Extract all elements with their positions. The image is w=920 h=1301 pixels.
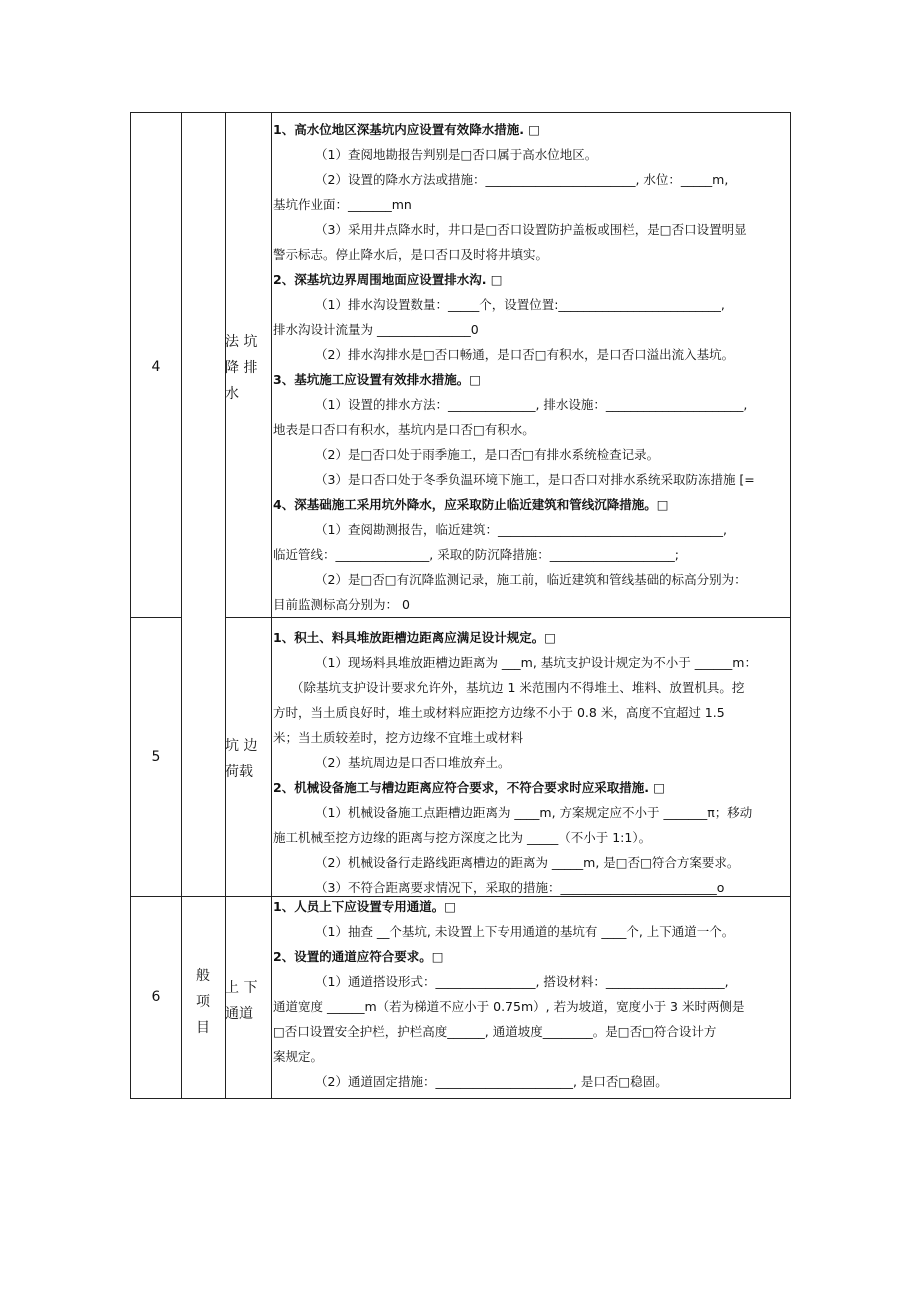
item-line: （1）设置的排水方法：______________, 排水设施：______________________,: [315, 397, 748, 412]
category-label: 般 项 目: [196, 968, 210, 1036]
item-line: （1）通道搭设形式：________________, 搭设材料：___________________,: [315, 974, 729, 989]
item-line: （2）基坑周边是口否口堆放弃土。: [315, 755, 511, 770]
item-line: 通道宽度 ______m（若为梯道不应小于 0.75m）, 若为坡道，宽度小于 3 米时两侧是: [273, 999, 745, 1014]
row-divider: [131, 617, 181, 618]
inspection-table: [130, 112, 791, 1099]
item-heading: 2、机械设备施工与槽边距离应符合要求，不符合要求时应采取措施. □: [273, 780, 666, 795]
row-content: [271, 618, 791, 896]
item-heading: 4、深基础施工采用坑外降水，应采取防止临近建筑和管线沉降措施。□: [273, 497, 669, 512]
row-number: 4: [151, 359, 161, 375]
item-line: （2）通道固定措施：______________________, 是口否□稳固。: [315, 1074, 668, 1089]
item-line: （1）查阅地勘报告判别是□否口属于高水位地区。: [315, 147, 598, 162]
item-line: （3）是口否口处于冬季负温环境下施工，是口否口对排水系统采取防冻措施 [=: [315, 472, 755, 487]
item-line: □否口设置安全护栏，护栏高度______, 通道坡度________。是□否□符合设计方: [273, 1024, 717, 1039]
item-line: （1）现场料具堆放距槽边距离为 ___m, 基坑支护设计规定为不小于 ______m：: [315, 655, 757, 670]
item-line: （1）抽查 __个基坑, 未设置上下专用通道的基坑有 ____个, 上下通道一个。: [315, 924, 735, 939]
category-label: 法 坑 降 排 水: [225, 334, 258, 402]
item-line: 基坑作业面：_______mn: [273, 197, 412, 212]
item-line: （2）设置的降水方法或措施：________________________, 水位：_____m,: [315, 172, 729, 187]
item-heading: 2、设置的通道应符合要求。□: [273, 949, 444, 964]
row-number: 6: [151, 989, 161, 1005]
item-line: （除基坑支护设计要求允许外，基坑边 1 米范围内不得堆土、堆料、放置机具。挖: [291, 680, 745, 695]
item-line: 地表是口否口有积水，基坑内是口否□有积水。: [273, 422, 535, 437]
item-line: 米；当土质较差时，挖方边缘不宜堆土或材料: [273, 730, 524, 745]
item-line: 方时，当土质良好时，堆土或材料应距挖方边缘不小于 0.8 米，高度不宜超过 1.5: [273, 705, 725, 720]
item-line: （2）排水沟排水是□否口畅通，是口否□有积水，是口否口溢出流入基坑。: [315, 347, 735, 362]
item-heading: 1、高水位地区深基坑内应设置有效降水措施. □: [273, 122, 541, 137]
item-line: （2）是□否口处于雨季施工，是口否□有排水系统检查记录。: [315, 447, 660, 462]
item-line: （1）查阅勘测报告，临近建筑：____________________________________,: [315, 522, 727, 537]
column-divider: [181, 113, 182, 1098]
row-number: 5: [151, 749, 161, 765]
item-line: （2）是□否□有沉降监测记录，施工前，临近建筑和管线基础的标高分别为：: [315, 572, 747, 587]
item-heading: 3、基坑施工应设置有效排水措施。□: [273, 372, 482, 387]
item-line: 施工机械至挖方边缘的距离与挖方深度之比为 _____（不小于 1:1）。: [273, 830, 652, 845]
item-heading: 2、深基坑边界周围地面应设置排水沟. □: [273, 272, 503, 287]
item-line: 案规定。: [273, 1049, 324, 1064]
item-line: （3）采用井点降水时，井口是□否口设置防护盖板或围栏，是□否口设置明显: [315, 222, 747, 237]
item-heading: 1、人员上下应设置专用通道。□: [273, 899, 457, 914]
column-divider: [225, 113, 226, 1098]
item-line: 排水沟设计流量为 _______________0: [273, 322, 479, 337]
row-content: [271, 897, 791, 1097]
category-label: 上 下 通道: [225, 980, 258, 1022]
item-line: 警示标志。停止降水后，是口否口及时将井填实。: [273, 247, 549, 262]
item-heading: 1、积土、料具堆放距槽边距离应满足设计规定。□: [273, 630, 557, 645]
item-line: （3）不符合距离要求情况下，采取的措施：_________________________o: [315, 880, 725, 895]
item-line: 临近管线：_______________, 采取的防沉降措施：____________________;: [273, 547, 679, 562]
item-line: （2）机械设备行走路线距离槽边的距离为 _____m, 是□否□符合方案要求。: [315, 855, 740, 870]
item-line: 目前监测标高分别为： 0: [273, 597, 410, 612]
row-content: [271, 113, 791, 617]
item-line: （1）机械设备施工点距槽边距离为 ____m, 方案规定应不小于 _______π；移动: [315, 805, 753, 820]
item-line: （1）排水沟设置数量：_____个，设置位置:__________________________,: [315, 297, 725, 312]
category-label: 坑 边 荷载: [225, 738, 258, 780]
